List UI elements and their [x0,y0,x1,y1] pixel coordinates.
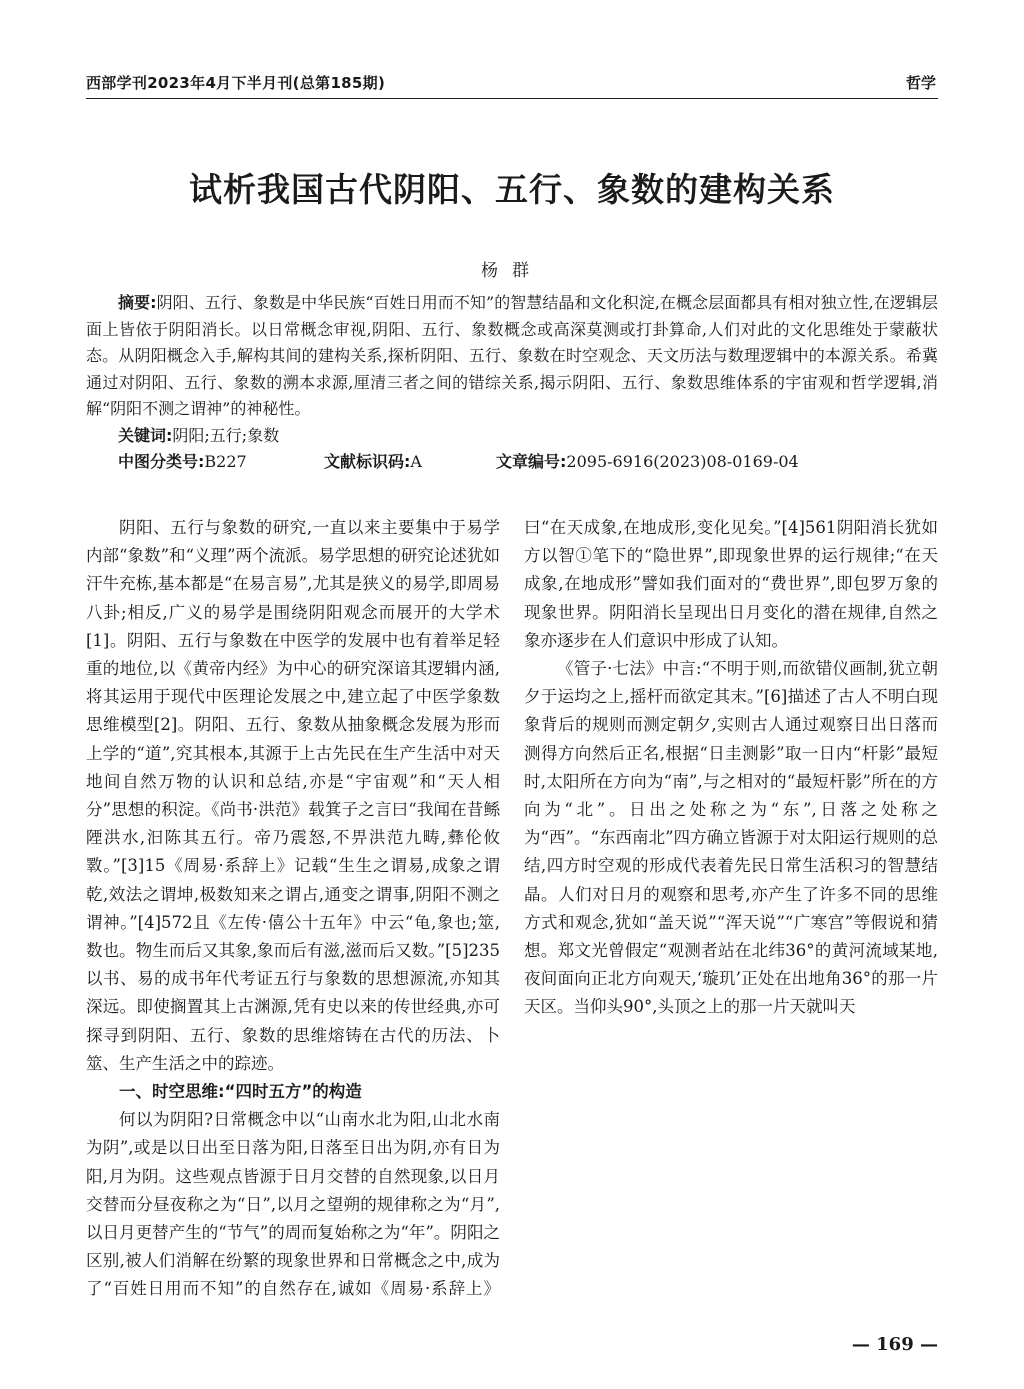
abstract-label: 摘要: [118,293,157,312]
keywords-text: 阴阳;五行;象数 [172,425,280,445]
author-name: 杨群 [481,261,543,281]
section-heading: 一、时空思维:“四时五方”的构造 [119,1082,362,1102]
body-paragraph: 《管子·七法》中言:“不明于则,而欲错仪画制,犹立朝夕于运均之上,摇杆而欲定其末。”[6]描述了古人不明白现象背后的规则而测定朝夕,实则古人通过观察日出日落而测得方向然后正名,根据“日圭测影”取一日内“杆影”最短时,太阳所在方向为“南”,与之相对的“最短杆影”所在的方向为“北”。日出之处称之为“东”,日落之处称之为“西”。“东西南北”四方确立皆源于对太阳运行规则的总结,四方时空观的形成代表着先民日常生活积习的智慧结晶。人们对日月的观察和思考,亦产生了许多不同的思维方式和观念,犹如“盖天说”“浑天说”“广寒宫”等假说和猜想。郑文光曾假定“观测者站在北纬36°的黄河流域某地,夜间面向正北方向观天,‘璇玑’正处在出地角36°的那一片天区。当仰头90°,头顶之上的那一片天就叫天 [524,659,938,1017]
article-label: 文章编号: [496,452,567,471]
doc-value: A [410,452,422,471]
keywords-line [86,423,938,450]
clc-number [118,449,247,476]
page-number: — 169 — [851,1334,938,1355]
body-paragraph: 何以为阴阳?日常概念中以“山南水北为阳,山北水南为阴”,或是以日出至日落为阳,日落至日出为阴,亦有日为阳,月为阴。这些观点皆源于日月交替的自然现象,以日月交替而分昼夜称之为“日”,以月之望朔的规律称之为“月”,以日月更替产生的“节气”的周而复始称之为“年”。阴阳之区别,被人们消解在纷繁的现象世界和日常概念之中,成为了“百姓日用而不知”的自然存在,诚如《周易·系辞上》曰“在天成象,在地成形,变化见矣。”[4]561阴阳消长犹如方以智①笔下的“隐世界”,即现象世界的运行规律;“在天成象,在地成形”譬如我们面对的“费世界”,即包罗万象的现象世界。阴阳消长呈现出日月变化的潜在规律,自然之象亦逐步在人们意识中形成了认知。 [86,518,938,1299]
clc-label: 中图分类号: [118,452,205,471]
article-value: 2095-6916(2023)08-0169-04 [566,452,799,471]
keywords-label: 关键词: [118,425,173,445]
abstract-paragraph [86,290,938,423]
clc-value: B227 [204,452,247,471]
article-title: 试析我国古代阴阳、五行、象数的建构关系 [189,170,835,209]
document-code [324,449,422,476]
journal-info: 西部学刊2023年4月下半月刊(总第185期) [86,74,386,92]
doc-label: 文献标识码: [324,452,411,471]
article-body [86,514,938,1314]
abstract-block [86,290,938,475]
running-header [86,70,938,99]
abstract-text: 阴阳、五行、象数是中华民族“百姓日用而不知”的智慧结晶和文化积淀,在概念层面都具有相对独立性,在逻辑层面上皆依于阴阳消长。以日常概念审视,阴阳、五行、象数概念或高深莫测或打卦算命,人们对此的文化思维处于蒙蔽状态。从阴阳概念入手,解构其间的建构关系,探析阴阳、五行、象数在时空观念、天文历法与数理逻辑中的本源关系。希冀通过对阴阳、五行、象数的溯本求源,厘清三者之间的错综关系,揭示阴阳、五行、象数思维体系的宇宙观和哲学逻辑,消解“阴阳不测之谓神”的神秘性。 [86,293,938,418]
classification-line [86,449,938,475]
section-label: 哲学 [905,74,936,92]
body-paragraph: 阴阳、五行与象数的研究,一直以来主要集中于易学内部“象数”和“义理”两个流派。易学思想的研究论述犹如汗牛充栋,基本都是“在易言易”,尤其是狭义的易学,即周易八卦;相反,广义的易学是围绕阴阳观念而展开的大学术[1]。阴阳、五行与象数在中医学的发展中也有着举足轻重的地位,以《黄帝内经》为中心的研究深谙其逻辑内涵,将其运用于现代中医理论发展之中,建立起了中医学象数思维模型[2]。阴阳、五行、象数从抽象概念发展为形而上学的“道”,究其根本,其源于上古先民在生产生活中对天地间自然万物的认识和总结,亦是“宇宙观”和“天人相分”思想的积淀。《尚书·洪范》载箕子之言曰“我闻在昔鲧陻洪水,汩陈其五行。帝乃震怒,不畀洪范九畴,彝伦攸斁。”[3]15《周易·系辞上》记载“生生之谓易,成象之谓乾,效法之谓坤,极数知来之谓占,通变之谓事,阴阳不测之谓神。”[4]572且《左传·僖公十五年》中云“龟,象也;筮,数也。物生而后又其象,象而后有滋,滋而后又数。”[5]235以书、易的成书年代考证五行与象数的思想源流,亦知其深远。即使搁置其上古渊源,凭有史以来的传世经典,亦可探寻到阴阳、五行、象数的思维熔铸在古代的历法、卜筮、生产生活之中的踪迹。 [86,518,500,1073]
article-number [496,449,799,476]
